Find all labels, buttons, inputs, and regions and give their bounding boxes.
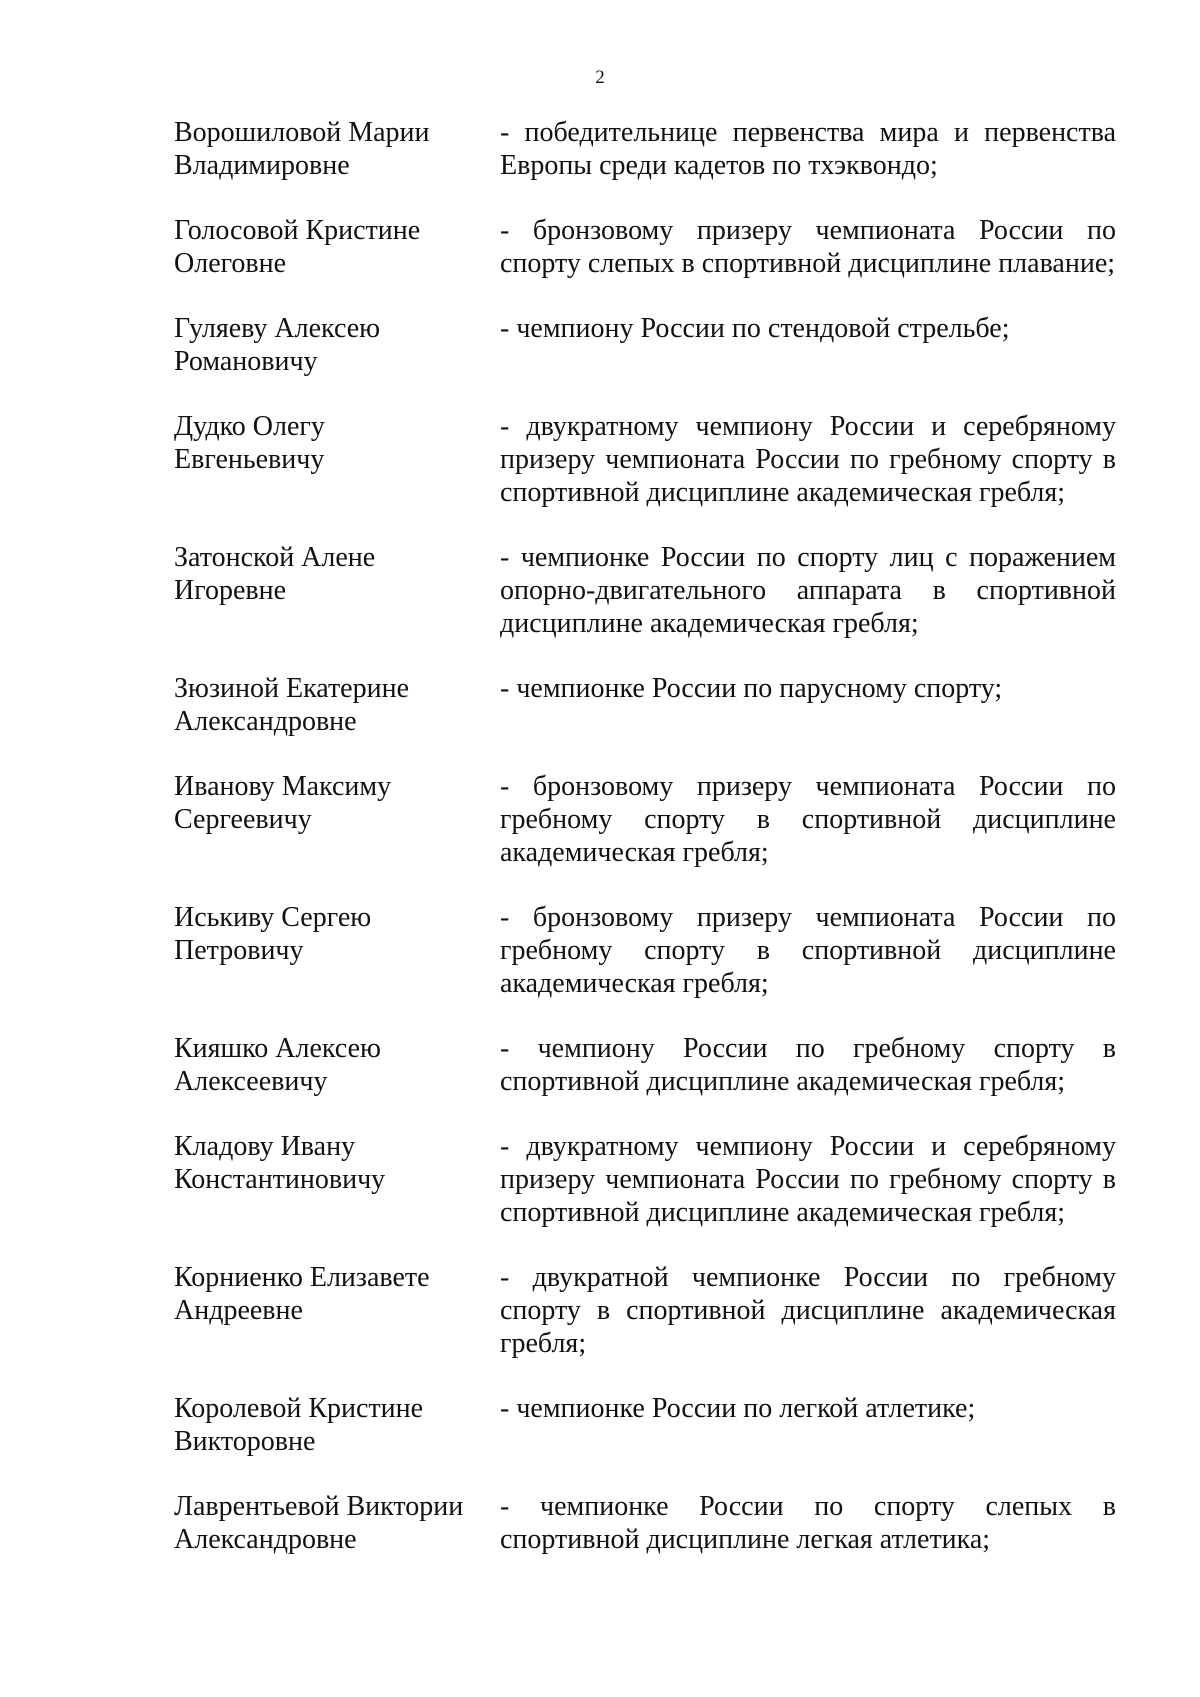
- recipient-name-line: Владимировне: [174, 150, 350, 181]
- award-entry: [174, 214, 1116, 280]
- recipient-name-line: Игоревне: [174, 575, 287, 606]
- award-description: - победительнице первенства мира и первенства Европы среди кадетов по тхэквондо;: [500, 117, 1116, 181]
- award-description: - бронзовому призеру чемпионата России по гребному спорту в спортивной дисциплине академическая гребля;: [500, 902, 1116, 999]
- recipient-name-line: Корниенко Елизавете: [174, 1262, 430, 1293]
- recipient-name-line: Королевой Кристине: [174, 1393, 424, 1424]
- award-entry: [174, 541, 1116, 640]
- recipient-name-line: Затонской Алене: [174, 542, 376, 573]
- award-description: - чемпионке России по легкой атлетике;: [500, 1393, 976, 1424]
- award-description: - чемпионке России по спорту лиц с поражением опорно-двигательного аппарата в спортивной дисциплине академическая гребля;: [500, 542, 1116, 639]
- recipient-name-line: Ворошиловой Марии: [174, 117, 430, 148]
- recipient-name: [174, 1130, 500, 1229]
- recipient-name-line: Гуляеву Алексею: [174, 313, 381, 344]
- recipient-name-line: Иванову Максиму: [174, 771, 392, 802]
- recipient-name: [174, 770, 500, 869]
- recipient-name-line: Романовичу: [174, 346, 318, 377]
- award-entry: [174, 312, 1116, 378]
- recipient-name-line: Петровичу: [174, 935, 304, 966]
- award-entry: [174, 410, 1116, 509]
- recipient-name-line: Евгеньевичу: [174, 444, 325, 475]
- award-list: [174, 116, 1116, 1588]
- recipient-name-line: Иськиву Сергею: [174, 902, 372, 933]
- award-description: - двукратному чемпиону России и серебряному призеру чемпионата России по гребному спорту в спортивной дисциплине академическая гребля;: [500, 411, 1116, 508]
- award-entry: [174, 1490, 1116, 1556]
- award-entry: [174, 1261, 1116, 1360]
- recipient-name-line: Александровне: [174, 1524, 357, 1555]
- award-description: - двукратной чемпионке России по гребному спорту в спортивной дисциплине академическая гребля;: [500, 1262, 1116, 1359]
- recipient-name-line: Олеговне: [174, 248, 287, 279]
- award-entry: [174, 1130, 1116, 1229]
- award-entry: [174, 672, 1116, 738]
- recipient-name: [174, 1261, 500, 1360]
- award-description: - бронзовому призеру чемпионата России по гребному спорту в спортивной дисциплине академическая гребля;: [500, 771, 1116, 868]
- page-number: 2: [595, 67, 605, 88]
- recipient-name-line: Алексеевичу: [174, 1066, 328, 1097]
- recipient-name-line: Дудко Олегу: [174, 411, 325, 442]
- award-description: - двукратному чемпиону России и серебряному призеру чемпионата России по гребному спорту в спортивной дисциплине академическая гребля;: [500, 1131, 1116, 1228]
- recipient-name: [174, 116, 500, 182]
- award-entry: [174, 770, 1116, 869]
- recipient-name-line: Кладову Ивану: [174, 1131, 356, 1162]
- recipient-name-line: Константиновичу: [174, 1164, 386, 1195]
- award-description: - чемпионке России по парусному спорту;: [500, 673, 1003, 704]
- recipient-name: [174, 1392, 500, 1458]
- award-entry: [174, 1392, 1116, 1458]
- award-description: - чемпиону России по стендовой стрельбе;: [500, 313, 1010, 344]
- recipient-name-line: Лаврентьевой Виктории: [174, 1491, 464, 1522]
- recipient-name: [174, 1490, 500, 1556]
- recipient-name: [174, 901, 500, 1000]
- recipient-name-line: Голосовой Кристине: [174, 215, 421, 246]
- award-description: - чемпионке России по спорту слепых в спортивной дисциплине легкая атлетика;: [500, 1491, 1116, 1555]
- recipient-name-line: Сергеевичу: [174, 804, 312, 835]
- recipient-name: [174, 214, 500, 280]
- recipient-name: [174, 312, 500, 378]
- recipient-name: [174, 541, 500, 640]
- recipient-name: [174, 1032, 500, 1098]
- recipient-name-line: Зюзиной Екатерине: [174, 673, 410, 704]
- recipient-name: [174, 672, 500, 738]
- recipient-name-line: Кияшко Алексею: [174, 1033, 381, 1064]
- recipient-name-line: Андреевне: [174, 1295, 303, 1326]
- award-entry: [174, 1032, 1116, 1098]
- recipient-name: [174, 410, 500, 509]
- recipient-name-line: Александровне: [174, 706, 357, 737]
- award-description: - чемпиону России по гребному спорту в спортивной дисциплине академическая гребля;: [500, 1033, 1116, 1097]
- award-description: - бронзовому призеру чемпионата России по спорту слепых в спортивной дисциплине плавание;: [500, 215, 1116, 279]
- award-entry: [174, 901, 1116, 1000]
- award-entry: [174, 116, 1116, 182]
- recipient-name-line: Викторовне: [174, 1426, 316, 1457]
